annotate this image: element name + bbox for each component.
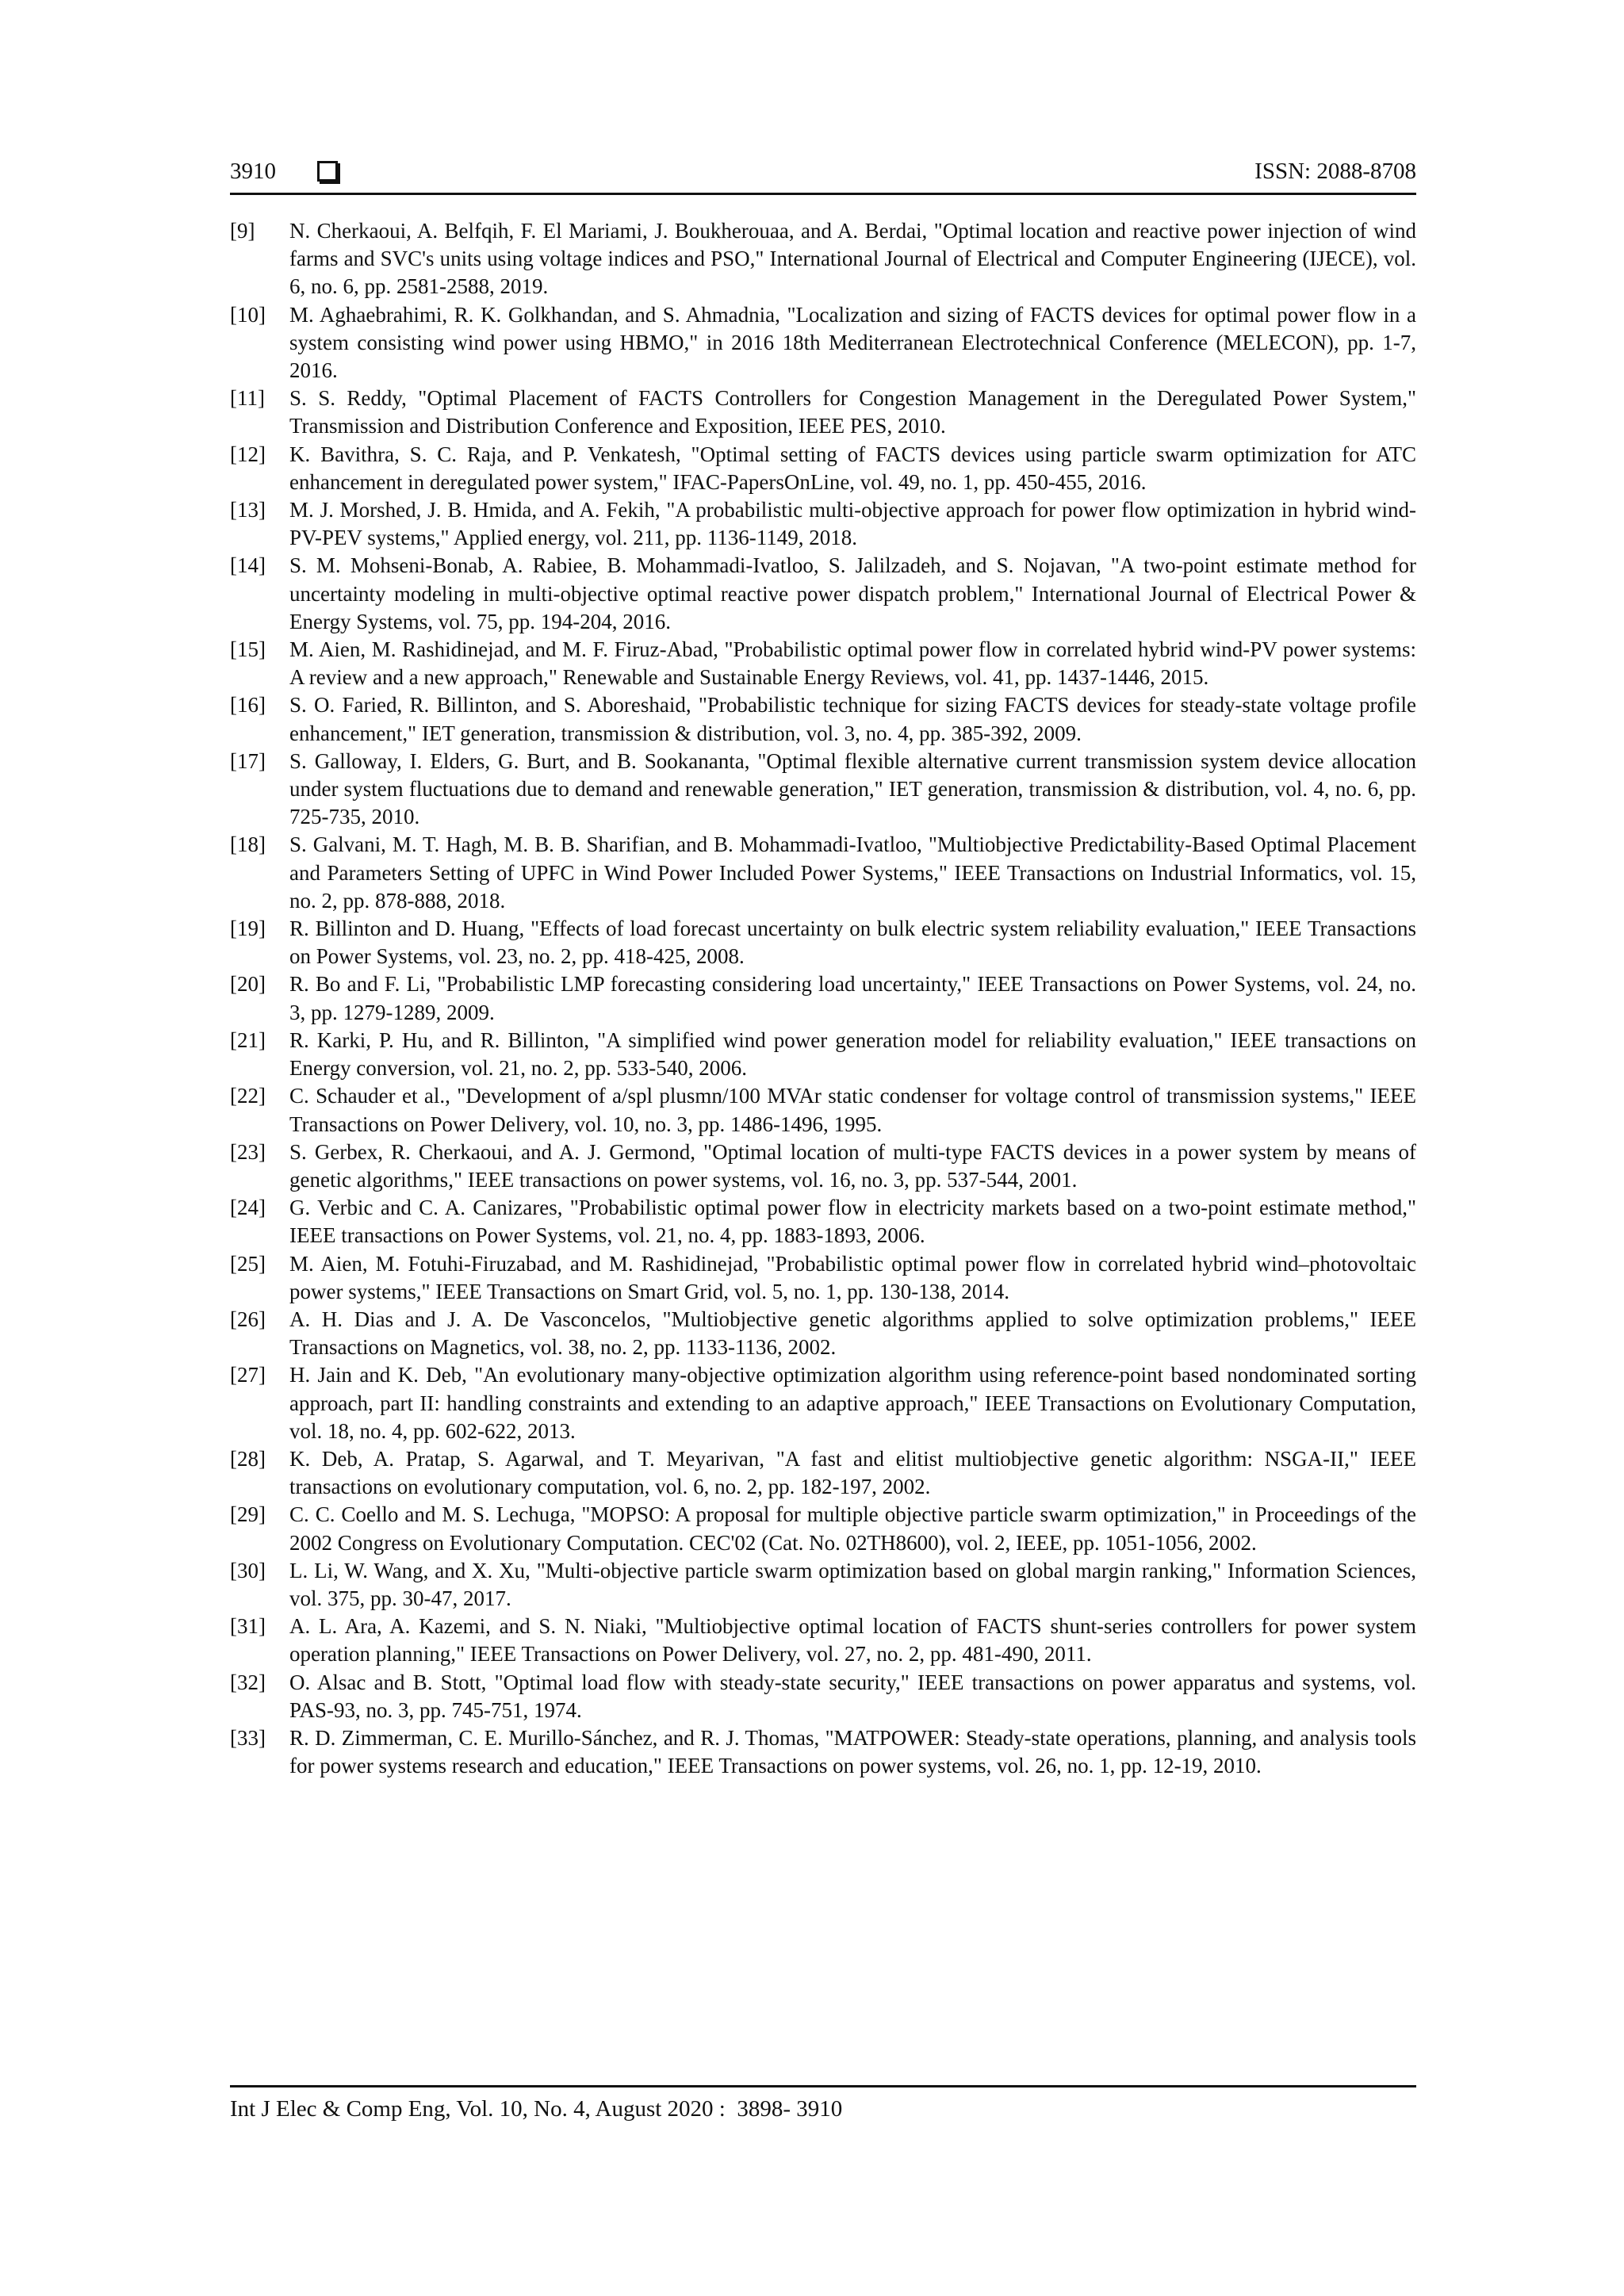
reference-item: [230, 1445, 1416, 1501]
reference-item: [230, 1194, 1416, 1249]
reference-text: C. C. Coello and M. S. Lechuga, "MOPSO: A proposal for multiple objective particle swarm optimization," in Proceedings of the 2002 Congress on Evolutionary Computation. CEC'02 (Cat. No. 02TH8600), vol. 2, IEEE, pp. 1051-1056, 2002.: [289, 1502, 1416, 1555]
reference-number: [24]: [230, 1196, 266, 1220]
reference-item: [230, 1501, 1416, 1556]
reference-item: [230, 1557, 1416, 1613]
reference-text: N. Cherkaoui, A. Belfqih, F. El Mariami, J. Boukherouaa, and A. Berdai, "Optimal location and reactive power injection of wind farms and SVC's units using voltage indices and PSO," International Journal of Electrical and Computer Engineering (IJECE), vol. 6, no. 6, pp. 2581-2588, 2019.: [289, 219, 1416, 299]
reference-text: H. Jain and K. Deb, "An evolutionary many-objective optimization algorithm using reference-point based nondominated sorting approach, part II: handling constraints and extending to an adaptive approach," IEEE Transactions on Evolutionary Computation, vol. 18, no. 4, pp. 602-622, 2013.: [289, 1363, 1416, 1443]
reference-text: S. Galloway, I. Elders, G. Burt, and B. Sookananta, "Optimal flexible alternative current transmission system device allocation under system fluctuations due to demand and renewable generation," IET generation, transmission & distribution, vol. 4, no. 6, pp. 725-735, 2010.: [289, 748, 1416, 829]
reference-item: [230, 1724, 1416, 1780]
reference-number: [18]: [230, 832, 266, 857]
reference-number: [15]: [230, 637, 266, 662]
footer-divider: [230, 2085, 1416, 2087]
reference-item: [230, 1306, 1416, 1361]
reference-number: [12]: [230, 442, 266, 466]
reference-text: R. Bo and F. Li, "Probabilistic LMP forecasting considering load uncertainty," IEEE Transactions on Power Systems, vol. 24, no. 3, pp. 1279-1289, 2009.: [289, 972, 1416, 1024]
reference-number: [17]: [230, 748, 266, 773]
reference-text: M. Aien, M. Rashidinejad, and M. F. Firuz-Abad, "Probabilistic optimal power flow in correlated hybrid wind-PV power systems: A review and a new approach," Renewable and Sustainable Energy Reviews, vol. 41, pp. 1437-1446, 2015.: [289, 637, 1416, 690]
reference-item: [230, 301, 1416, 385]
reference-number: [26]: [230, 1307, 266, 1331]
reference-text: A. L. Ara, A. Kazemi, and S. N. Niaki, "Multiobjective optimal location of FACTS shunt-series controllers for power system operation planning," IEEE Transactions on Power Delivery, vol. 27, no. 2, pp. 481-490, 2011.: [289, 1614, 1416, 1667]
reference-text: A. H. Dias and J. A. De Vasconcelos, "Multiobjective genetic algorithms applied to solve optimization problems," IEEE Transactions on Magnetics, vol. 38, no. 2, pp. 1133-1136, 2002.: [289, 1307, 1416, 1360]
reference-text: S. S. Reddy, "Optimal Placement of FACTS Controllers for Congestion Management in the Deregulated Power System," Transmission and Distribution Conference and Exposition, IEEE PES, 2010.: [289, 386, 1416, 438]
reference-number: [11]: [230, 386, 265, 411]
reference-number: [16]: [230, 693, 266, 718]
reference-text: R. D. Zimmerman, C. E. Murillo-Sánchez, and R. J. Thomas, "MATPOWER: Steady-state operations, planning, and analysis tools for power systems research and education," IEEE Transactions on power systems, vol. 26, no. 1, pp. 12-19, 2010.: [289, 1725, 1416, 1778]
reference-item: [230, 552, 1416, 636]
reference-number: [10]: [230, 302, 266, 327]
reference-text: S. Galvani, M. T. Hagh, M. B. B. Sharifian, and B. Mohammadi-Ivatloo, "Multiobjective Predictability-Based Optimal Placement and Parameters Setting of UPFC in Wind Power Included Power Systems," IEEE Transactions on Industrial Informatics, vol. 15, no. 2, pp. 878-888, 2018.: [289, 832, 1416, 913]
reference-text: M. Aien, M. Fotuhi-Firuzabad, and M. Rashidinejad, "Probabilistic optimal power flow in correlated hybrid wind–photovoltaic power systems," IEEE Transactions on Smart Grid, vol. 5, no. 1, pp. 130-138, 2014.: [289, 1251, 1416, 1303]
reference-text: S. Gerbex, R. Cherkaoui, and A. J. Germond, "Optimal location of multi-type FACTS devices in a power system by means of genetic algorithms," IEEE transactions on power systems, vol. 16, no. 3, pp. 537-544, 2001.: [289, 1139, 1416, 1192]
reference-item: [230, 831, 1416, 915]
reference-item: [230, 1027, 1416, 1082]
reference-text: C. Schauder et al., "Development of a/spl plusmn/100 MVAr static condenser for voltage control of transmission systems," IEEE Transactions on Power Delivery, vol. 10, no. 3, pp. 1486-1496, 1995.: [289, 1084, 1416, 1136]
reference-text: K. Deb, A. Pratap, S. Agarwal, and T. Meyarivan, "A fast and elitist multiobjective genetic algorithm: NSGA-II," IEEE transactions on evolutionary computation, vol. 6, no. 2, pp. 182-197, 2002.: [289, 1446, 1416, 1499]
issn: ISSN: 2088-8708: [1254, 159, 1416, 184]
reference-item: [230, 1613, 1416, 1668]
reference-number: [19]: [230, 916, 266, 941]
reference-number: [23]: [230, 1139, 266, 1164]
reference-number: [28]: [230, 1446, 266, 1471]
header-divider: [230, 193, 1416, 195]
reference-number: [30]: [230, 1558, 266, 1582]
reference-number: [21]: [230, 1027, 266, 1052]
reference-number: [13]: [230, 498, 266, 522]
reference-item: [230, 1082, 1416, 1138]
reference-number: [20]: [230, 972, 266, 997]
reference-text: L. Li, W. Wang, and X. Xu, "Multi-objective particle swarm optimization based on global margin ranking," Information Sciences, vol. 375, pp. 30-47, 2017.: [289, 1558, 1416, 1610]
reference-item: [230, 970, 1416, 1026]
reference-item: [230, 385, 1416, 440]
reference-text: R. Karki, P. Hu, and R. Billinton, "A simplified wind power generation model for reliability evaluation," IEEE transactions on Energy conversion, vol. 21, no. 2, pp. 533-540, 2006.: [289, 1027, 1416, 1081]
reference-item: [230, 441, 1416, 496]
reference-item: [230, 217, 1416, 301]
reference-item: [230, 748, 1416, 832]
reference-number: [27]: [230, 1363, 266, 1387]
reference-item: [230, 915, 1416, 970]
reference-number: [14]: [230, 553, 266, 578]
page-number: 3910: [230, 159, 276, 184]
reference-number: [32]: [230, 1670, 266, 1694]
reference-item: [230, 496, 1416, 552]
reference-text: S. M. Mohseni-Bonab, A. Rabiee, B. Mohammadi-Ivatloo, S. Jalilzadeh, and S. Nojavan, "A two-point estimate method for uncertainty modeling in multi-objective optimal reactive power dispatch problem," International Journal of Electrical Power & Energy Systems, vol. 75, pp. 194-204, 2016.: [289, 553, 1416, 633]
reference-text: M. Aghaebrahimi, R. K. Golkhandan, and S. Ahmadnia, "Localization and sizing of FACTS devices for optimal power flow in a system consisting wind power using HBMO," in 2016 18th Mediterranean Electrotechnical Conference (MELECON), pp. 1-7, 2016.: [289, 302, 1416, 383]
reference-text: O. Alsac and B. Stott, "Optimal load flow with steady-state security," IEEE transactions on power apparatus and systems, vol. PAS-93, no. 3, pp. 745-751, 1974.: [289, 1670, 1416, 1722]
reference-item: [230, 1138, 1416, 1194]
footer-citation: Int J Elec & Comp Eng, Vol. 10, No. 4, August 2020 : 3898- 3910: [230, 2096, 843, 2122]
reference-text: G. Verbic and C. A. Canizares, "Probabilistic optimal power flow in electricity markets based on a two-point estimate method," IEEE transactions on Power Systems, vol. 21, no. 4, pp. 1883-1893, 2006.: [289, 1196, 1416, 1248]
reference-text: R. Billinton and D. Huang, "Effects of load forecast uncertainty on bulk electric system reliability evaluation," IEEE Transactions on Power Systems, vol. 23, no. 2, pp. 418-425, 2008.: [289, 916, 1416, 969]
reference-number: [29]: [230, 1502, 266, 1527]
reference-item: [230, 691, 1416, 747]
reference-number: [31]: [230, 1614, 266, 1639]
reference-text: K. Bavithra, S. C. Raja, and P. Venkatesh, "Optimal setting of FACTS devices using particle swarm optimization for ATC enhancement in deregulated power system," IFAC-PapersOnLine, vol. 49, no. 1, pp. 450-455, 2016.: [289, 442, 1416, 494]
reference-number: [33]: [230, 1725, 266, 1750]
box-icon: [317, 161, 338, 182]
reference-number: [9]: [230, 219, 255, 243]
page-header: [230, 155, 1416, 193]
reference-number: [22]: [230, 1084, 266, 1108]
reference-item: [230, 1669, 1416, 1724]
reference-item: [230, 1361, 1416, 1445]
reference-list: [230, 217, 1416, 1780]
reference-item: [230, 1250, 1416, 1306]
reference-item: [230, 636, 1416, 691]
reference-text: S. O. Faried, R. Billinton, and S. Aboreshaid, "Probabilistic technique for sizing FACTS devices for steady-state voltage profile enhancement," IET generation, transmission & distribution, vol. 3, no. 4, pp. 385-392, 2009.: [289, 693, 1416, 745]
reference-text: M. J. Morshed, J. B. Hmida, and A. Fekih, "A probabilistic multi-objective approach for power flow optimization in hybrid wind-PV-PEV systems," Applied energy, vol. 211, pp. 1136-1149, 2018.: [289, 498, 1416, 550]
reference-number: [25]: [230, 1251, 266, 1276]
